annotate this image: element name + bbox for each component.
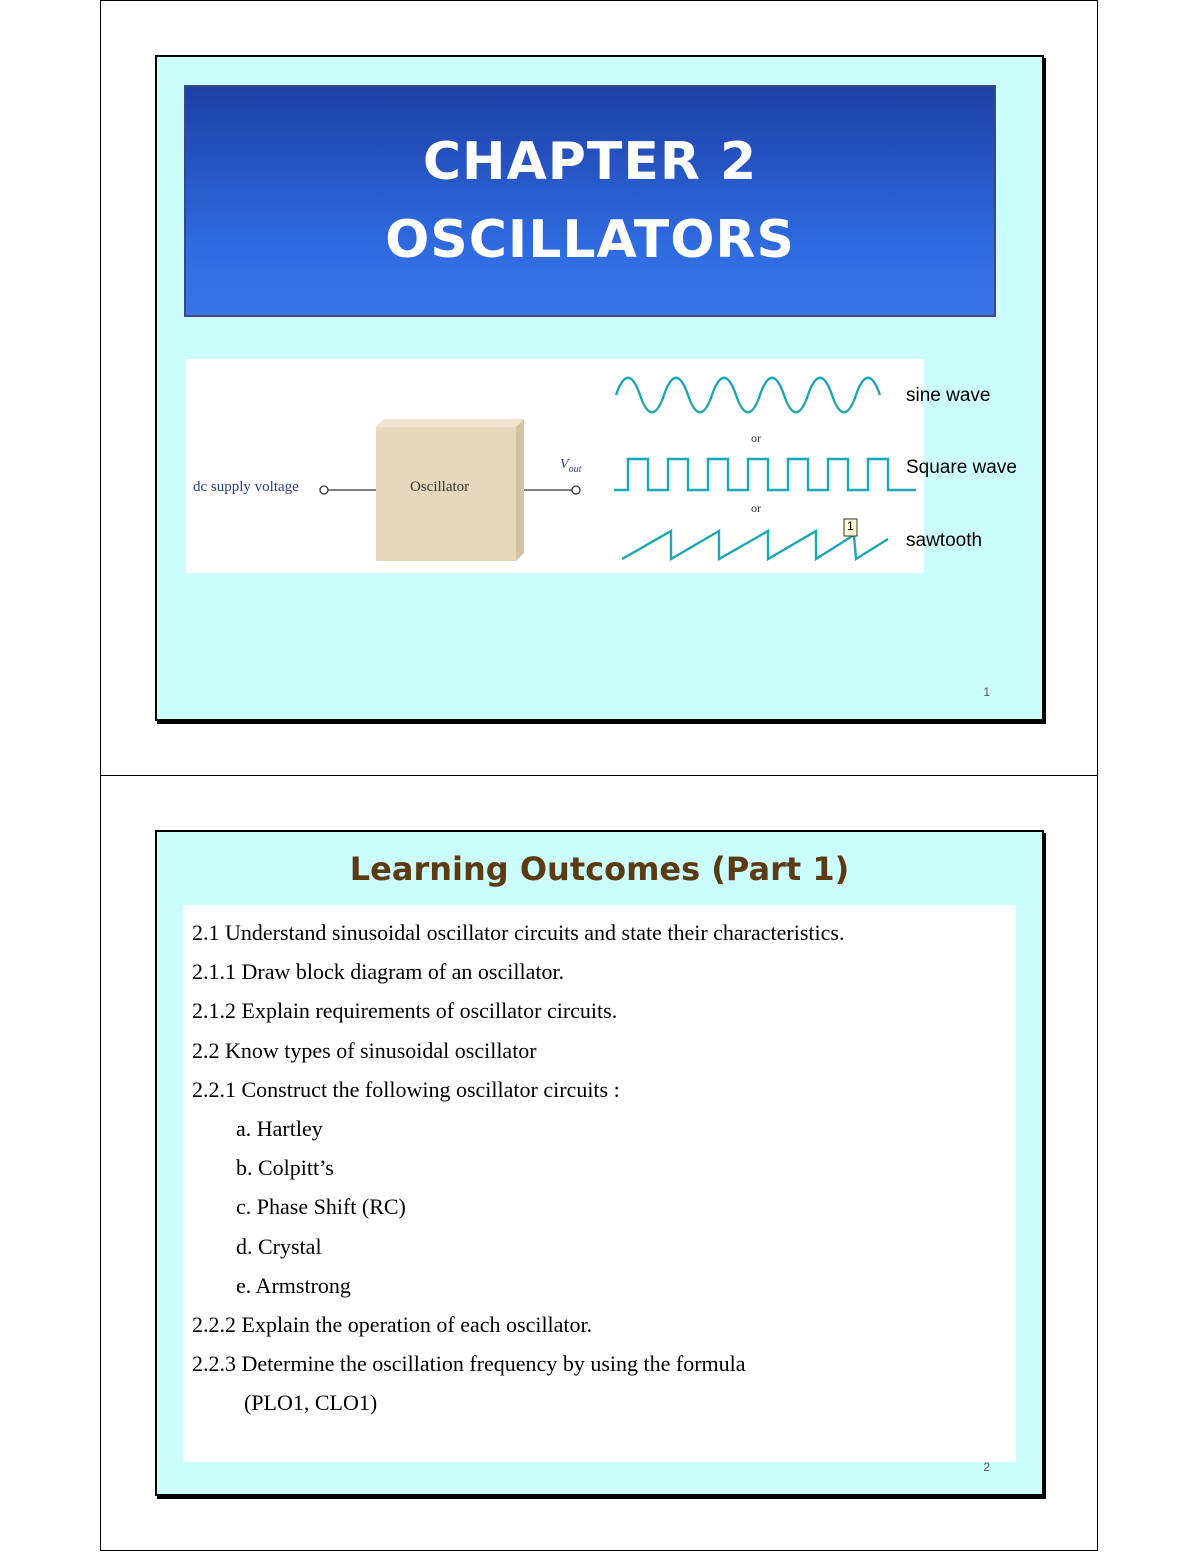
- oscillator-diagram: [186, 359, 924, 573]
- title-banner: [184, 85, 996, 317]
- or-label-1: or: [751, 431, 761, 445]
- outcome-item: 2.2.3 Determine the oscillation frequency by using the formula: [192, 1351, 746, 1377]
- outcome-item: 2.1.2 Explain requirements of oscillator circuits.: [192, 998, 618, 1024]
- output-subscript: out: [568, 463, 582, 475]
- block-label: Oscillator: [410, 479, 470, 495]
- or-label-2: or: [751, 501, 761, 515]
- page-divider: [100, 775, 1098, 776]
- output-terminal: [572, 486, 580, 494]
- outcome-item: 2.2.2 Explain the operation of each oscillator.: [192, 1311, 593, 1337]
- sawtooth-label: sawtooth: [906, 530, 983, 551]
- sine-wave: [616, 378, 880, 413]
- input-terminal: [320, 486, 328, 494]
- learning-outcomes-list: [192, 913, 844, 1422]
- square-wave: [614, 459, 916, 490]
- oscillator-type-item: d. Crystal: [236, 1233, 322, 1259]
- chapter-subtitle: OSCILLATORS: [385, 210, 795, 270]
- outcome-continuation: (PLO1, CLO1): [244, 1390, 378, 1416]
- chapter-title: CHAPTER 2: [422, 132, 758, 192]
- oscillator-type-item: a. Hartley: [236, 1115, 323, 1141]
- input-label: dc supply voltage: [193, 479, 299, 495]
- sine-wave-label: sine wave: [906, 385, 991, 406]
- block-side: [516, 419, 524, 561]
- outcome-item: 2.2.1 Construct the following oscillator circuits :: [192, 1076, 620, 1102]
- square-wave-label: Square wave: [906, 457, 1017, 478]
- oscillator-figure: [186, 359, 924, 573]
- marker-label: 1: [847, 519, 854, 533]
- outcome-item: 2.2 Know types of sinusoidal oscillator: [192, 1037, 537, 1063]
- oscillator-type-item: e. Armstrong: [236, 1272, 351, 1298]
- output-symbol: $V_{out}$: [560, 457, 582, 475]
- block-top: [376, 419, 524, 427]
- learning-outcomes-title: Learning Outcomes (Part 1): [349, 850, 850, 888]
- page-number: 2: [983, 1460, 990, 1474]
- oscillator-type-item: b. Colpitt’s: [236, 1155, 334, 1181]
- outcome-item: 2.1 Understand sinusoidal oscillator circuits and state their characteristics.: [192, 920, 845, 945]
- oscillator-type-item: c. Phase Shift (RC): [236, 1194, 406, 1220]
- outcome-item: 2.1.1 Draw block diagram of an oscillator.: [192, 959, 565, 985]
- page-number: 1: [983, 685, 990, 699]
- learning-outcomes-box: [183, 905, 1016, 1462]
- slide-1: [155, 55, 1044, 721]
- slide-2: [155, 830, 1044, 1496]
